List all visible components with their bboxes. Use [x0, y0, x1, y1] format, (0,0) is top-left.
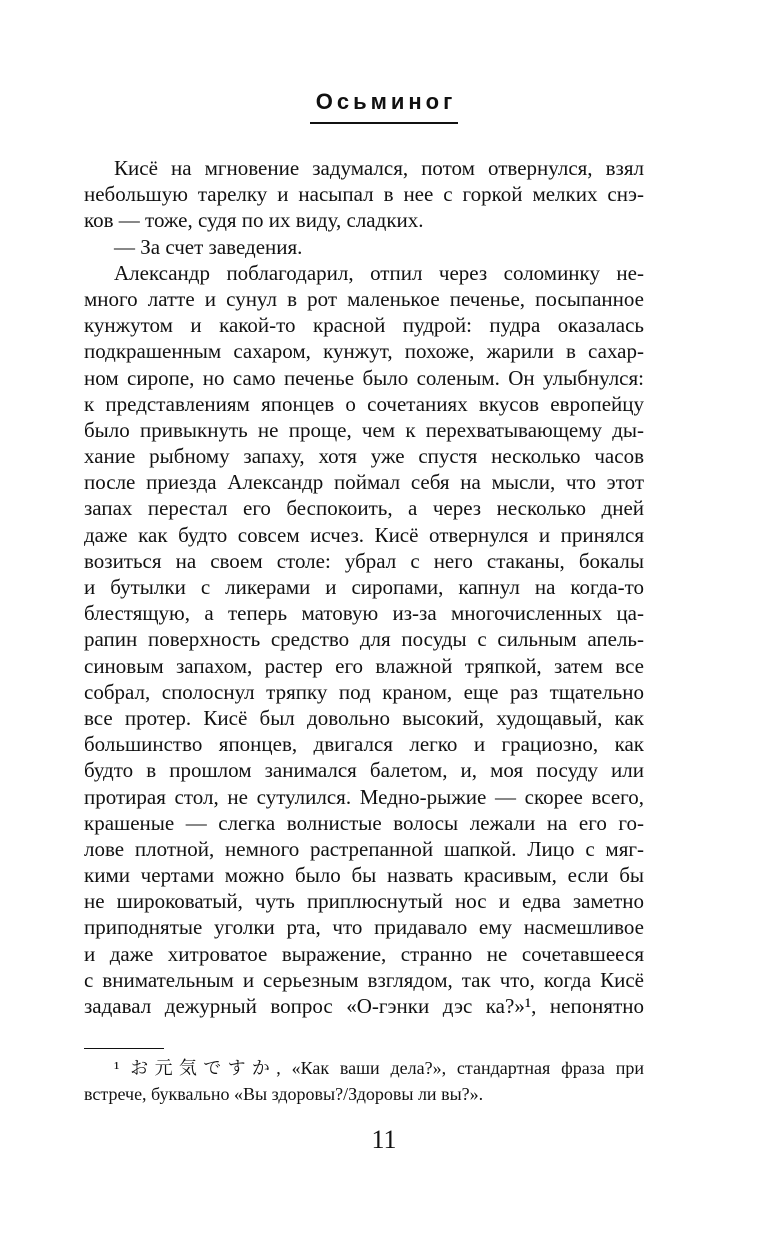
text-line: будто в прошлом занимался балетом, и, моя посуду или	[84, 758, 644, 783]
text-line: к представлениям японцев о сочетаниях вкусов европейцу	[84, 391, 644, 416]
text-line: и бутылки с ликерами и сиропами, капнул на когда-то	[84, 575, 644, 599]
running-header	[0, 88, 768, 124]
text-line: было привыкнуть не проще, чем к перехватывающему ды-	[84, 417, 644, 442]
text-line: и даже хитроватое выражение, странно не сочетавшееся	[84, 941, 644, 966]
text-line: большинство японцев, двигался легко и грациозно, как	[84, 732, 644, 757]
text-line: Кисё на мгновение задумался, потом отвернулся, взял	[114, 156, 644, 180]
text-line: крашеные — слегка волнистые волосы лежали на его го-	[84, 810, 644, 835]
text-line: лове плотной, немного растрепанной шапкой. Лицо с мяг-	[84, 836, 644, 861]
text-line: с внимательным и серьезным взглядом, так что, когда Кисё	[84, 967, 644, 992]
text-line: не широковатый, чуть приплюснутый нос и едва заметно	[84, 889, 644, 914]
footnote-line: встрече, буквально «Вы здоровы?/Здоровы ли вы?».	[84, 1084, 484, 1105]
text-line: подкрашенным сахаром, кунжут, похоже, жарили в сахар-	[84, 339, 644, 364]
text-line: все протер. Кисё был довольно высокий, худощавый, как	[84, 705, 644, 730]
text-line: Александр поблагодарил, отпил через соломинку не-	[114, 260, 644, 285]
text-line: ков — тоже, судя по их виду, сладких.	[84, 208, 424, 233]
text-line: после приезда Александр поймал себя на мысли, что этот	[84, 470, 644, 495]
text-line: кими чертами можно было бы назвать красивым, если бы	[84, 863, 644, 888]
text-line: протирая стол, не сутулился. Медно-рыжие — скорее всего,	[84, 784, 644, 809]
text-line: рапин поверхность средство для посуды с сильным апель-	[84, 627, 644, 652]
text-line: собрал, сполоснул тряпку под краном, еще раз тщательно	[84, 679, 644, 704]
footnote-line: ¹ お元気ですか, «Как ваши дела?», стандартная фраза при	[114, 1058, 644, 1078]
text-line: блестящую, а теперь матовую из-за многочисленных ца-	[84, 601, 644, 626]
text-line: кунжутом и какой-то красной пудрой: пудра оказалась	[84, 313, 644, 338]
page-number: 11	[371, 1125, 397, 1154]
text-line: задавал дежурный вопрос «О-гэнки дэс ка?»¹, непонятно	[84, 994, 644, 1018]
footnotes	[84, 1056, 644, 1108]
body-text	[84, 155, 644, 1019]
text-line: даже как будто совсем исчез. Кисё отвернулся и принялся	[84, 522, 644, 547]
footnote-divider	[84, 1048, 164, 1049]
text-line: ном сиропе, но само печенье было соленым. Он улыбнулся:	[84, 365, 644, 390]
text-line: запах перестал его беспокоить, а через несколько дней	[84, 496, 644, 521]
running-title: Осьминог	[310, 88, 459, 124]
text-line: хание рыбному запаху, хотя уже спустя несколько часов	[84, 444, 644, 469]
text-line: возиться на своем столе: убрал с него стаканы, бокалы	[84, 548, 644, 573]
text-line: синовым запахом, растер его влажной тряпкой, затем все	[84, 653, 644, 678]
text-line: небольшую тарелку и насыпал в нее с горкой мелких снэ-	[84, 182, 644, 207]
text-line: приподнятые уголки рта, что придавало ему насмешливое	[84, 915, 644, 940]
dialogue-line: — За счет заведения.	[114, 234, 303, 259]
text-line: много латте и сунул в рот маленькое печенье, посыпанное	[84, 286, 644, 311]
